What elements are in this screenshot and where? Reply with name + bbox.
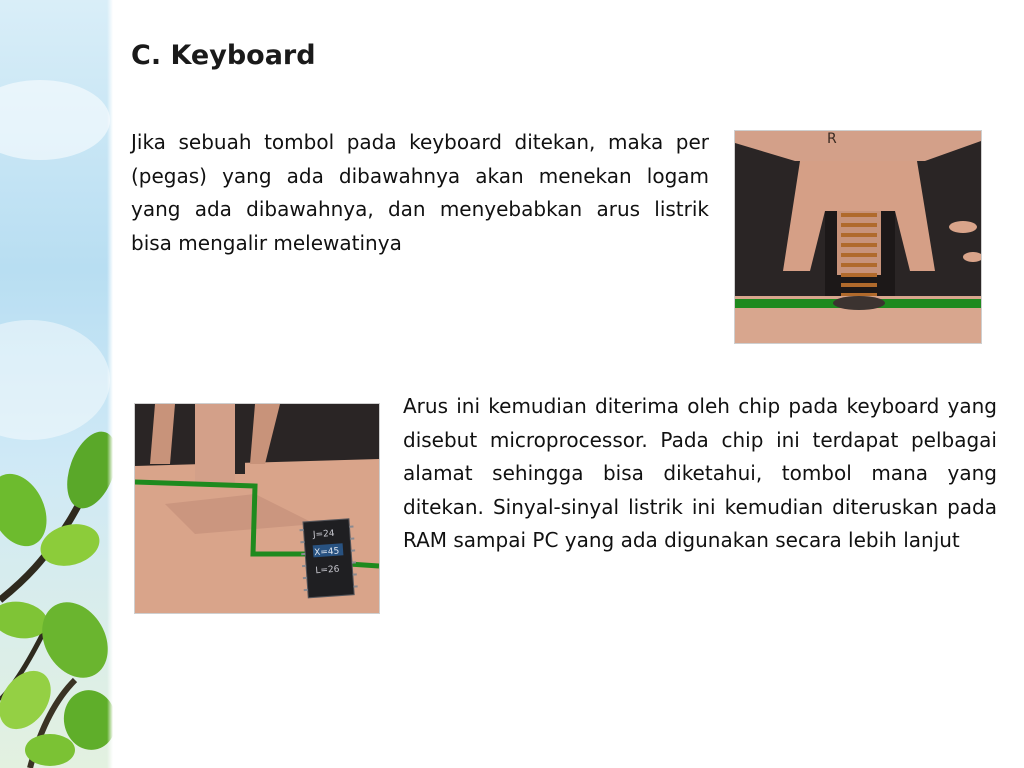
- chip-label-3: L=26: [315, 564, 340, 577]
- chip-label-1: J=24: [312, 528, 335, 541]
- keyboard-spring-image: [734, 130, 982, 344]
- paragraph-microprocessor: Arus ini kemudian diterima oleh chip pada keyboard yang disebut microprocessor. Pada chip ini terdapat pelbagai alamat sehingga bisa diketahui, tombol mana yang ditekan. Sinyal-sinyal listrik ini kemudian diteruskan pada RAM sampai PC yang ada digunakan secara lebih lanjut: [403, 394, 997, 552]
- paragraph-key-press: Jika sebuah tombol pada keyboard ditekan, maka per (pegas) yang ada dibawahnya akan menekan logam yang ada dibawahnya, dan menyebabkan arus listrik bisa mengalir melewatinya: [131, 130, 709, 255]
- keyboard-chip-image: [134, 403, 380, 614]
- chip-label-2: X=45: [313, 546, 340, 559]
- svg-text:R: R: [827, 131, 837, 147]
- slide-title: C. Keyboard: [131, 40, 316, 71]
- leaf-branch-illustration: [0, 0, 113, 768]
- decorative-side-panel: [0, 0, 113, 768]
- panel-edge-glow: [107, 0, 113, 768]
